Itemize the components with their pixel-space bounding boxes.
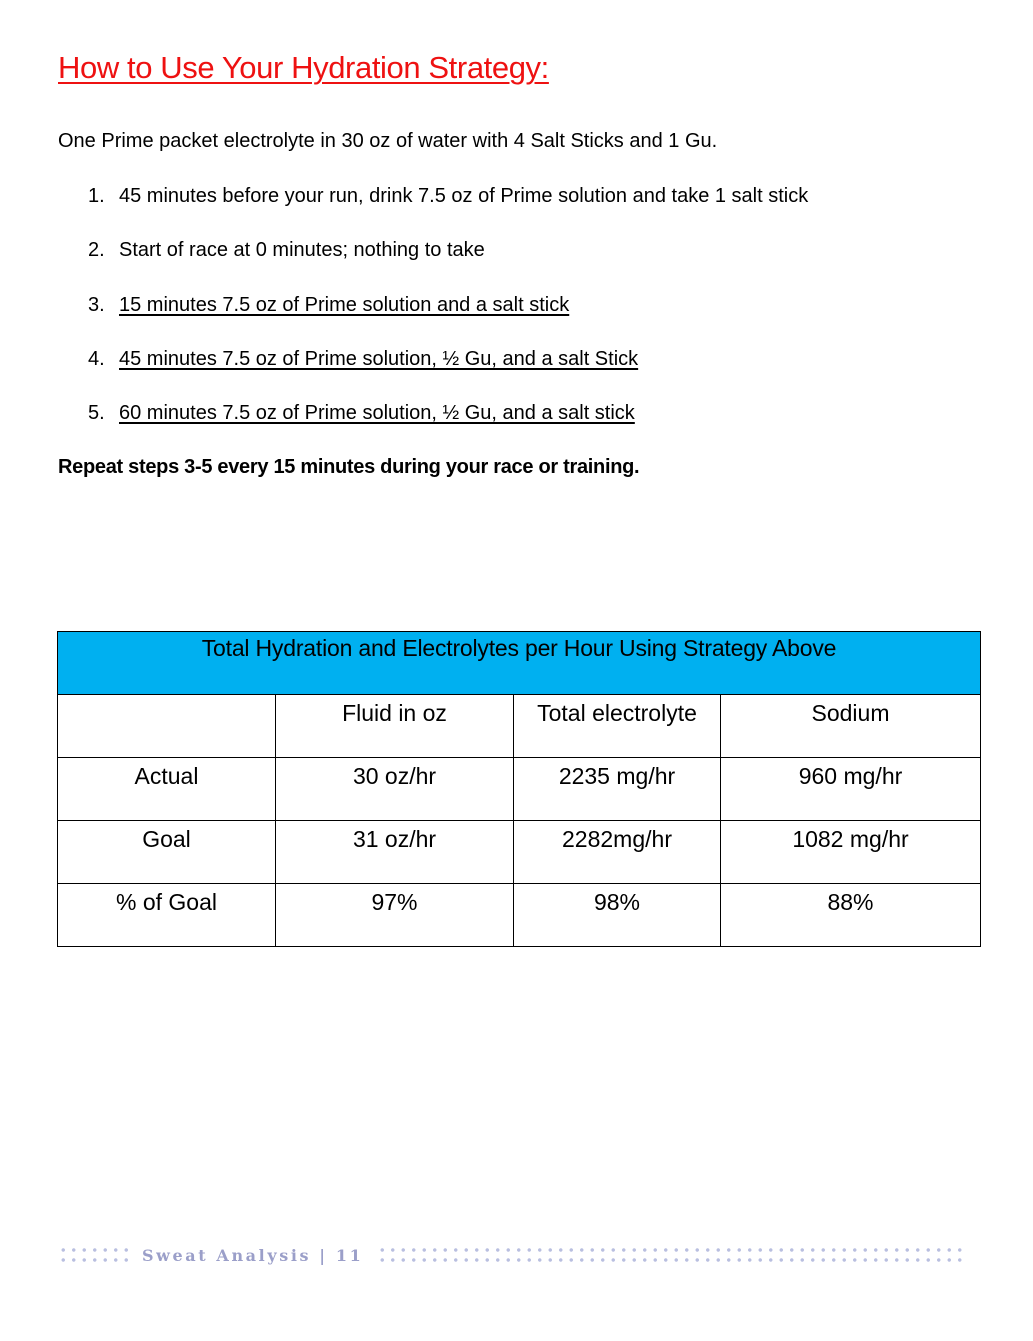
footer-label: Sweat Analysis | 11 bbox=[142, 1245, 364, 1265]
list-item bbox=[88, 401, 808, 455]
table-title: Total Hydration and Electrolytes per Hour Using Strategy Above bbox=[58, 632, 981, 695]
table-cell: 97% bbox=[276, 884, 514, 947]
table-cell: 1082 mg/hr bbox=[721, 821, 981, 884]
step-text: 15 minutes 7.5 oz of Prime solution and a salt stick bbox=[119, 293, 570, 316]
table-header-row bbox=[58, 695, 981, 758]
page-footer bbox=[58, 1240, 968, 1270]
step-number: 1. bbox=[88, 185, 105, 207]
row-label: Goal bbox=[58, 821, 276, 884]
step-number: 5. bbox=[88, 402, 105, 425]
list-item bbox=[88, 238, 808, 292]
list-item bbox=[88, 184, 808, 238]
table-cell: 88% bbox=[721, 884, 981, 947]
list-item bbox=[88, 347, 808, 401]
table-cell: 2235 mg/hr bbox=[514, 758, 721, 821]
intro-text: One Prime packet electrolyte in 30 oz of water with 4 Salt Sticks and 1 Gu. bbox=[58, 130, 718, 152]
list-item bbox=[88, 293, 808, 347]
table-cell: 960 mg/hr bbox=[721, 758, 981, 821]
step-text: Start of race at 0 minutes; nothing to take bbox=[119, 239, 485, 262]
header-cell bbox=[58, 695, 276, 758]
table-row bbox=[58, 758, 981, 821]
step-text: 60 minutes 7.5 oz of Prime solution, ½ Gu, and a salt stick bbox=[119, 402, 635, 425]
table-cell: 30 oz/hr bbox=[276, 758, 514, 821]
footer-dots-right bbox=[377, 1245, 968, 1265]
header-cell: Sodium bbox=[721, 695, 981, 758]
step-text: 45 minutes 7.5 oz of Prime solution, ½ Gu, and a salt Stick bbox=[119, 347, 639, 370]
step-number: 2. bbox=[88, 239, 105, 262]
step-text: 45 minutes before your run, drink 7.5 oz of Prime solution and take 1 salt stick bbox=[119, 185, 809, 207]
step-number: 4. bbox=[88, 347, 105, 370]
row-label: Actual bbox=[58, 758, 276, 821]
repeat-note: Repeat steps 3-5 every 15 minutes during your race or training. bbox=[58, 456, 640, 478]
footer-dots-left bbox=[58, 1245, 128, 1265]
header-cell: Fluid in oz bbox=[276, 695, 514, 758]
page-title: How to Use Your Hydration Strategy: bbox=[58, 50, 549, 85]
hydration-table bbox=[57, 631, 981, 947]
steps-list bbox=[88, 184, 808, 455]
header-cell: Total electrolyte bbox=[514, 695, 721, 758]
table-row bbox=[58, 821, 981, 884]
table-row bbox=[58, 884, 981, 947]
table-cell: 31 oz/hr bbox=[276, 821, 514, 884]
table-cell: 98% bbox=[514, 884, 721, 947]
row-label: % of Goal bbox=[58, 884, 276, 947]
table-title-row bbox=[58, 632, 981, 695]
step-number: 3. bbox=[88, 293, 105, 316]
table-cell: 2282mg/hr bbox=[514, 821, 721, 884]
